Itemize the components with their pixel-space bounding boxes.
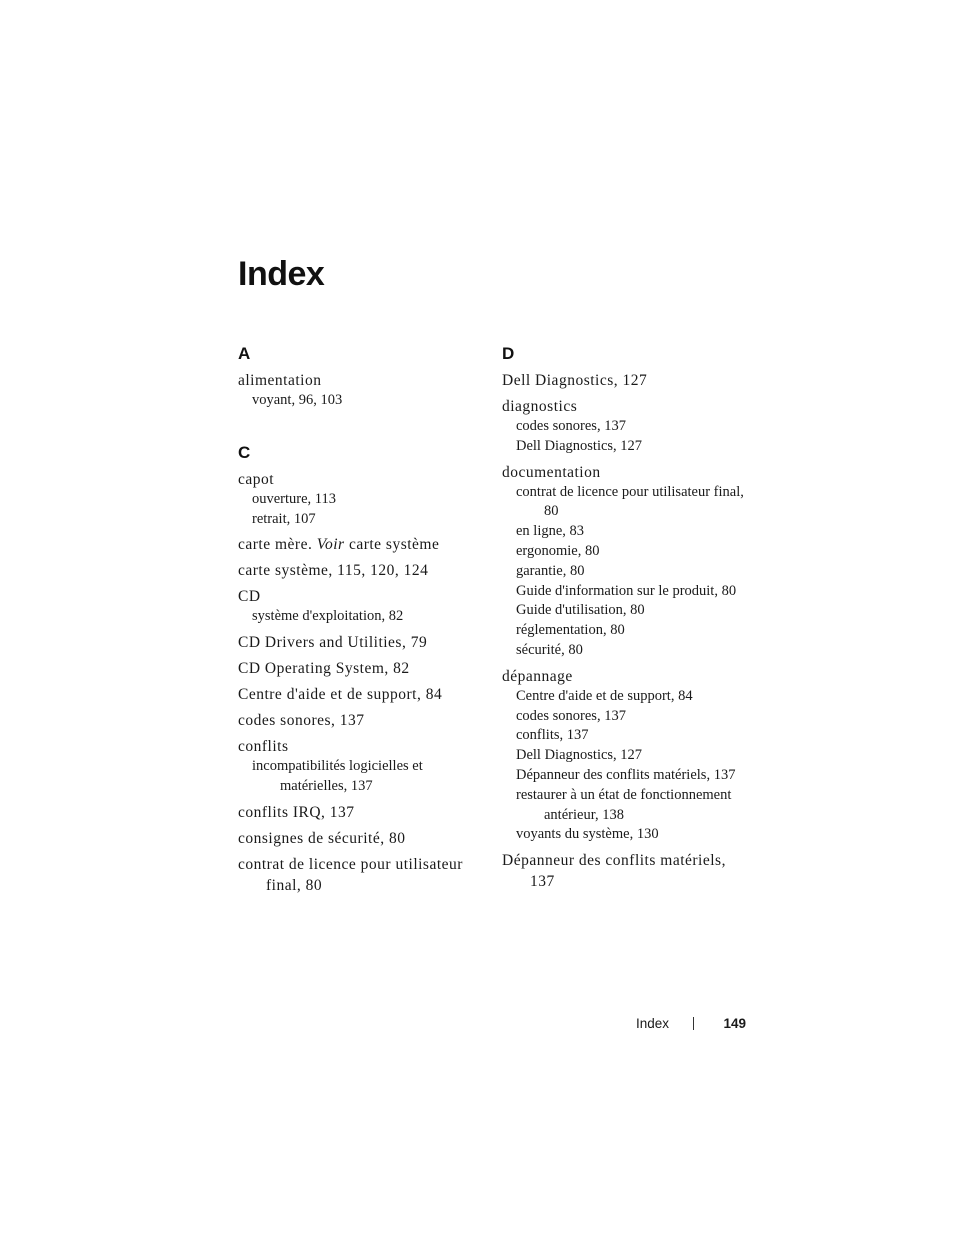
term-text: contrat de licence pour utilisateur final, 80 [238,855,463,894]
section-letter: C [238,442,251,462]
term-text: capot [238,470,275,488]
term-text: conflits IRQ, 137 [238,803,355,821]
page-number: 149 [723,1016,746,1031]
index-entry [238,802,478,823]
index-term [238,534,478,555]
index-term [502,850,752,892]
index-column-right [502,342,752,897]
index-subentry: système d'exploitation, 82 [252,608,404,625]
index-subentry: Centre d'aide et de support, 84 [516,687,693,704]
index-section [238,342,478,411]
index-subentry: contrat de licence pour utilisateur final, 80 [516,483,744,520]
index-subentry: codes sonores, 137 [516,418,626,434]
footer-separator [693,1017,694,1030]
index-subentry: garantie, 80 [516,562,585,579]
section-letter: D [502,344,515,363]
index-entry [238,534,478,555]
index-entry [238,710,478,731]
index-entry [238,658,478,679]
index-entry [238,370,478,411]
term-text: alimentation [238,372,322,389]
index-subentry: restaurer à un état de fonctionnement antérieur, 138 [516,786,732,823]
index-term [238,632,478,653]
index-entry [502,850,752,892]
index-subentry: ouverture, 113 [252,490,337,507]
index-entry [502,666,752,845]
index-subentry: incompatibilités logicielles et matérielles, 137 [252,758,423,794]
index-term [502,462,752,483]
index-term [502,396,752,417]
index-term [238,684,478,705]
term-text: Centre d'aide et de support, 84 [238,686,443,704]
index-entry [238,736,478,797]
term-see-reference: Voir [316,536,345,554]
section-letter: A [238,344,251,363]
index-subentry: réglementation, 80 [516,622,625,639]
index-subentry: Guide d'utilisation, 80 [516,602,645,619]
index-term [238,586,478,607]
index-subentry: voyants du système, 130 [516,826,659,843]
index-term [238,802,478,823]
term-text: carte mère. [238,536,317,554]
index-entry [502,462,752,661]
footer-label: Index [636,1016,670,1031]
term-text: Dell Diagnostics, 127 [502,372,648,389]
term-text: documentation [502,463,601,481]
index-term [238,828,478,849]
index-term [238,710,478,731]
term-text: codes sonores, 137 [238,712,365,730]
index-subentry: codes sonores, 137 [516,707,626,724]
index-term [502,666,752,687]
term-see-target: carte système [344,536,440,554]
index-section [502,342,752,892]
term-text: CD [238,588,261,606]
index-term [238,736,478,757]
term-text: CD Operating System, 82 [238,660,410,678]
index-entry [502,396,752,457]
index-entry [502,370,752,391]
term-text: dépannage [502,667,573,685]
index-subentry: Guide d'information sur le produit, 80 [516,582,737,599]
index-entry [238,469,478,530]
index-subentry: voyant, 96, 103 [252,392,343,408]
term-text: carte système, 115, 120, 124 [238,562,429,580]
index-entry [238,854,478,896]
term-text: Dépanneur des conflits matériels, 137 [502,852,726,891]
term-text: diagnostics [502,398,578,415]
term-text: conflits [238,738,289,756]
index-entry [238,560,478,581]
index-term [238,854,478,896]
index-subentry: Dell Diagnostics, 127 [516,747,643,764]
index-subentry: ergonomie, 80 [516,542,600,559]
index-subentry: sécurité, 80 [516,641,583,658]
index-subentry: en ligne, 83 [516,523,585,540]
index-entry [238,684,478,705]
page-title: Index [238,255,325,293]
index-term [238,370,478,391]
index-column-left [238,342,478,901]
index-term [502,370,752,391]
index-entry [238,632,478,653]
index-term [238,658,478,679]
term-text: consignes de sécurité, 80 [238,829,406,847]
index-term [238,560,478,581]
term-text: CD Drivers and Utilities, 79 [238,634,428,652]
index-subentry: Dell Diagnostics, 127 [516,437,643,454]
index-term [238,469,478,490]
index-subentry: retrait, 107 [252,510,316,527]
index-entry [238,586,478,627]
index-subentry: conflits, 137 [516,727,589,744]
index-entry [238,828,478,849]
index-section [238,441,478,896]
index-subentry: Dépanneur des conflits matériels, 137 [516,766,736,783]
